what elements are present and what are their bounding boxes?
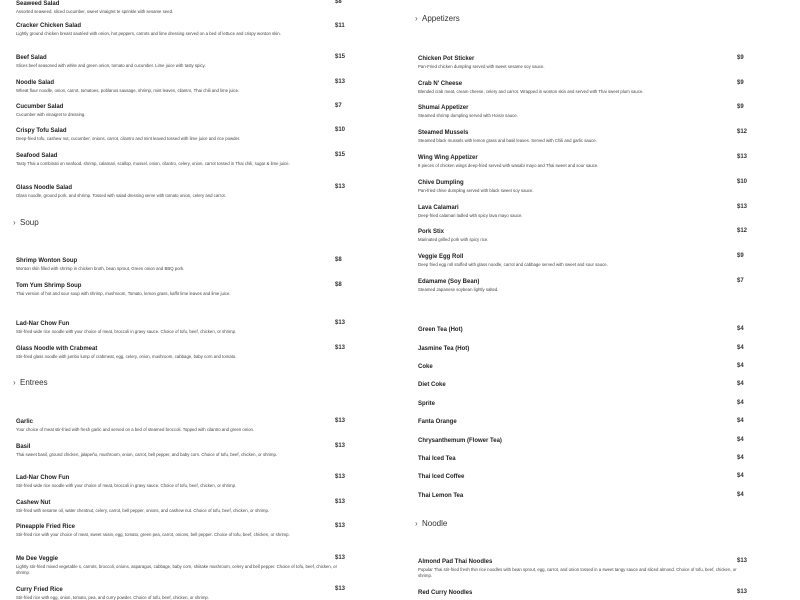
menu-item[interactable]	[16, 418, 346, 433]
item-name: Curry Fried Rice	[16, 587, 63, 593]
item-name: Me Dee Veggie	[16, 556, 59, 562]
item-desc: Blended crab meat, cream cheese, celery and carrot. Wrapped in wonton skin and served with Thai sweet plum sauce.	[418, 89, 644, 94]
menu-item[interactable]	[16, 443, 346, 458]
item-desc: Pan-fried chive dumpling served with black sweet soy sauce.	[418, 188, 534, 193]
item-price: $13	[335, 320, 346, 326]
item-price: $8	[335, 0, 342, 5]
item-price: $12	[737, 129, 748, 135]
section-header-appetizers[interactable]	[415, 14, 460, 23]
menu-item[interactable]	[16, 152, 346, 167]
item-price: $13	[335, 79, 346, 85]
item-desc: Deep-fried calamari ladled with spicy lava mayo sauce.	[418, 213, 523, 218]
item-desc: Marinated grilled pork with spicy rice.	[418, 237, 489, 242]
menu-item[interactable]	[16, 523, 346, 538]
item-price: $15	[335, 152, 346, 158]
section-header-soup[interactable]	[13, 218, 39, 227]
item-price: $8	[335, 257, 342, 263]
item-desc: Stir-fried wide rice noodle with your choice of meat, broccoli in gravy sauce. Choice of tofu, beef, chicken, or shrimp.	[16, 329, 237, 334]
item-name: Seaweed Salad	[16, 1, 60, 7]
item-price: $12	[737, 228, 748, 234]
item-price: $4	[737, 363, 744, 369]
chevron-right-icon: ›	[13, 377, 16, 387]
item-name: Chicken Pot Sticker	[418, 56, 475, 62]
menu-item[interactable]	[16, 257, 346, 272]
item-desc: Wonton skin filled with shrimp in chicken broth, bean sprout, Green onion and BBQ pork.	[16, 266, 185, 271]
item-price: $11	[335, 23, 345, 29]
item-price: $7	[737, 278, 744, 284]
item-name: Thai Lemon Tea	[418, 493, 464, 499]
chevron-right-icon: ›	[13, 217, 16, 227]
item-name: Crispy Tofu Salad	[16, 128, 67, 134]
menu-item[interactable]	[418, 381, 746, 389]
menu-item[interactable]	[418, 326, 746, 334]
item-name: Cucumber Salad	[16, 104, 64, 110]
item-name: Crab N' Cheese	[418, 81, 463, 87]
item-desc: Lightly stir-fried mixed vegetable s, carrots, broccoli, onions, asparagus, cabbage, baby corn, shiitake mushroom, celery and bell pepper. Choice of tofu, beef, chicken, or shrimp.	[16, 564, 338, 576]
item-name: Cashew Nut	[16, 500, 51, 506]
menu-item[interactable]	[16, 54, 346, 69]
section-title: Appetizers	[422, 14, 460, 23]
item-price: $9	[737, 253, 744, 259]
menu-item[interactable]	[16, 282, 346, 297]
item-price: $13	[737, 558, 748, 564]
item-desc: Glass noodle, ground pork, and shrimp. Tossed with salad dressing serve with tomato onion, celery and carrot.	[16, 193, 226, 198]
item-desc: Tasty Thai a combinati on seafood, shrimp, calamari, scallop, mussel, onion, cilantro, celery, onion, carrot tossed in Thai chili, sugar & lime juice.	[16, 161, 290, 166]
section-header-noodle[interactable]	[415, 519, 447, 528]
item-name: Edamame (Soy Bean)	[418, 279, 480, 285]
menu-item[interactable]	[16, 0, 346, 15]
section-header-entrees[interactable]	[13, 378, 48, 387]
item-name: Steamed Mussels	[418, 130, 469, 136]
item-price: $13	[335, 345, 346, 351]
item-price: $4	[737, 326, 744, 332]
item-desc: Pan-Fried chicken dumpling served with sweet sesame soy sauce.	[418, 64, 545, 69]
item-name: Jasmine Tea (Hot)	[418, 346, 470, 352]
menu-item[interactable]	[418, 129, 746, 144]
item-price: $4	[737, 492, 744, 498]
item-desc: Deep-fried tofu, cashew nut, cucumber, onions, carrot, cilantro and mint leaved tossed with lime juice and rice powder.	[16, 136, 241, 141]
item-desc: Stir-fried rice with egg, onion, tomato, pea, and curry powder. Choice of tofu, beef, chicken, or shrimp.	[16, 595, 209, 600]
item-name: Veggie Egg Roll	[418, 254, 464, 260]
item-price: $13	[335, 184, 346, 190]
item-price: $9	[737, 80, 744, 86]
menu-item[interactable]	[418, 589, 746, 597]
item-price: $4	[737, 437, 744, 443]
item-name: Red Curry Noodles	[418, 590, 473, 596]
menu-item[interactable]	[418, 455, 746, 463]
item-name: Diet Coke	[418, 382, 446, 388]
item-price: $13	[335, 586, 346, 592]
item-name: Green Tea (Hot)	[418, 327, 463, 333]
item-desc: Deep fried egg roll stuffed with glass noodle, carrot and cabbage served with sweet and sour sauce.	[418, 262, 608, 267]
item-desc: Lightly ground chicken breast sautéed with onion, hot peppers, carrots and lime dressing served on a bed of lettuce and crispy wonton skin.	[16, 31, 281, 36]
section-title: Entrees	[20, 378, 48, 387]
item-desc: Steamed shrimp dumpling served with Hoisin sauce.	[418, 113, 518, 118]
menu-item[interactable]	[16, 127, 346, 142]
item-desc: Your choice of meat stir-fried with fresh garlic and served on a bed of steamed broccoli. Topped with cilantro and green onion.	[16, 427, 255, 432]
item-name: Shrimp Wonton Soup	[16, 258, 78, 264]
item-price: $13	[335, 523, 346, 529]
item-price: $13	[335, 499, 346, 505]
item-name: Thai Iced Tea	[418, 456, 456, 462]
menu-item[interactable]	[418, 204, 746, 219]
menu-item[interactable]	[418, 400, 746, 408]
item-name: Thai Iced Coffee	[418, 474, 465, 480]
menu-item[interactable]	[418, 228, 746, 243]
item-desc: 8 pieces of chicken wings deep-fried served with wasabi mayo and Thai sweet and sour sauce.	[418, 163, 599, 168]
item-price: $4	[737, 400, 744, 406]
item-desc: Thai version of hot and sour soup with shrimp, mushroom, Tomato, lemon grass, kaffir lime leaves and lime juice.	[16, 291, 231, 296]
menu-item[interactable]	[418, 363, 746, 371]
item-price: $10	[335, 127, 346, 133]
chevron-right-icon: ›	[415, 518, 418, 528]
item-name: Coke	[418, 364, 433, 370]
item-price: $13	[335, 443, 346, 449]
menu-item[interactable]	[16, 103, 346, 118]
item-price: $15	[335, 54, 346, 60]
menu-item[interactable]	[418, 179, 746, 194]
item-price: $13	[335, 418, 346, 424]
chevron-right-icon: ›	[415, 13, 418, 23]
item-price: $13	[737, 154, 748, 160]
item-desc: Wheat flour noodle, onion, carrot, tomatoes, poblanos sausage, shrimp, mint leaves, cilantro, Thai chili and lime juice.	[16, 88, 240, 93]
item-price: $4	[737, 381, 744, 387]
item-price: $8	[335, 282, 342, 288]
menu-item[interactable]	[418, 80, 746, 95]
item-name: Almond Pad Thai Noodles	[418, 559, 493, 565]
menu-item[interactable]	[418, 278, 746, 293]
item-name: Sprite	[418, 401, 436, 407]
menu-item[interactable]	[418, 55, 746, 70]
menu-item[interactable]	[418, 154, 746, 169]
item-name: Basil	[16, 444, 31, 450]
item-name: Lad-Nar Chow Fun	[16, 475, 70, 481]
item-price: $10	[737, 179, 748, 185]
item-name: Glass Noodle with Crabmeat	[16, 346, 98, 352]
item-name: Glass Noodle Salad	[16, 185, 73, 191]
item-price: $13	[737, 204, 748, 210]
item-name: Pork Stix	[418, 229, 445, 235]
item-desc: Slices beef seasoned with white and green onion, tomato and cucumber. Lime juice with tasty spicy.	[16, 63, 206, 68]
menu-item[interactable]	[16, 555, 346, 577]
section-title: Soup	[20, 218, 39, 227]
item-name: Lad-Nar Chow Fun	[16, 321, 70, 327]
item-name: Shumai Appetizer	[418, 105, 469, 111]
item-price: $4	[737, 345, 744, 351]
menu-item[interactable]	[16, 79, 346, 94]
item-price: $4	[737, 418, 744, 424]
menu-item[interactable]	[418, 437, 746, 445]
menu-item[interactable]	[418, 418, 746, 426]
item-price: $13	[737, 589, 748, 595]
menu-item[interactable]	[418, 492, 746, 500]
menu-item[interactable]	[418, 558, 746, 580]
item-desc: Steamed Japanese soybean lightly salted.	[418, 287, 499, 292]
menu-item[interactable]	[418, 345, 746, 353]
item-price: $4	[737, 473, 744, 479]
item-desc: Popular Thai stir-fried fresh thin rice noodles with bean sprout, egg, carrot, and onion tossed in a sweet tangy sauce and sliced almond. Choice of tofu, beef, chicken, or shrimp.	[418, 567, 737, 579]
section-title: Noodle	[422, 519, 448, 528]
item-name: Beef Salad	[16, 55, 47, 61]
item-desc: Cucumber with vinaigret te dressing.	[16, 112, 86, 117]
item-name: Seafood Salad	[16, 153, 58, 159]
item-price: $4	[737, 455, 744, 461]
item-name: Fanta Orange	[418, 419, 457, 425]
item-desc: Stir-fried with sesame oil, water chestnut, celery, carrot, bell pepper, onions, and cashew nut. Choice of tofu, beef, chicken, or shrimp.	[16, 508, 270, 513]
menu-item[interactable]	[418, 104, 746, 119]
menu-item[interactable]	[418, 473, 746, 481]
item-name: Chrysanthemum (Flower Tea)	[418, 438, 502, 444]
item-desc: Thai sweet basil, ground chicken, jalapeño, mushroom, onion, carrot, bell pepper, and baby corn. Choice of tofu, beef, chicken, or shrimp.	[16, 452, 278, 457]
item-desc: Steamed black mussels with lemon grass and basil leaves. Served with Chili and garlic sauce.	[418, 138, 597, 143]
menu-item[interactable]	[16, 474, 346, 489]
item-desc: Assorted seaweed, sliced cucumber, sweet vinaigret te sprinkle with sesame seed.	[16, 9, 174, 14]
menu-item[interactable]	[16, 499, 346, 514]
menu-item[interactable]	[16, 320, 346, 335]
menu-item[interactable]	[418, 253, 746, 268]
menu-item[interactable]	[16, 22, 346, 37]
item-desc: Stir-fried glass noodle with jumbo lump of crabmeat, egg, celery, onion, mushroom, cabbage, baby corn and tomato.	[16, 354, 237, 359]
item-desc: Stir-fried wide rice noodle with your choice of meat, broccoli in gravy sauce. Choice of tofu, beef, chicken, or shrimp.	[16, 483, 237, 488]
item-name: Noodle Salad	[16, 80, 55, 86]
item-name: Pineapple Fried Rice	[16, 524, 76, 530]
item-name: Wing Wing Appetizer	[418, 155, 478, 161]
item-name: Chive Dumpling	[418, 180, 464, 186]
item-price: $13	[335, 555, 346, 561]
item-desc: Stir-fried rice with your choice of meat, sweet raisin, egg, tomato, green pea, carrot, onions, bell pepper. Choice of tofu, beef, chicken, or shrimp.	[16, 532, 290, 537]
item-name: Garlic	[16, 419, 34, 425]
menu-item[interactable]	[16, 586, 346, 600]
item-price: $13	[335, 474, 346, 480]
item-price: $7	[335, 103, 342, 109]
item-name: Lava Calamari	[418, 205, 459, 211]
item-name: Tom Yum Shrimp Soup	[16, 283, 82, 289]
item-price: $9	[737, 104, 744, 110]
menu-item[interactable]	[16, 184, 346, 199]
menu-item[interactable]	[16, 345, 346, 360]
item-name: Cracker Chicken Salad	[16, 23, 82, 29]
item-price: $9	[737, 55, 744, 61]
